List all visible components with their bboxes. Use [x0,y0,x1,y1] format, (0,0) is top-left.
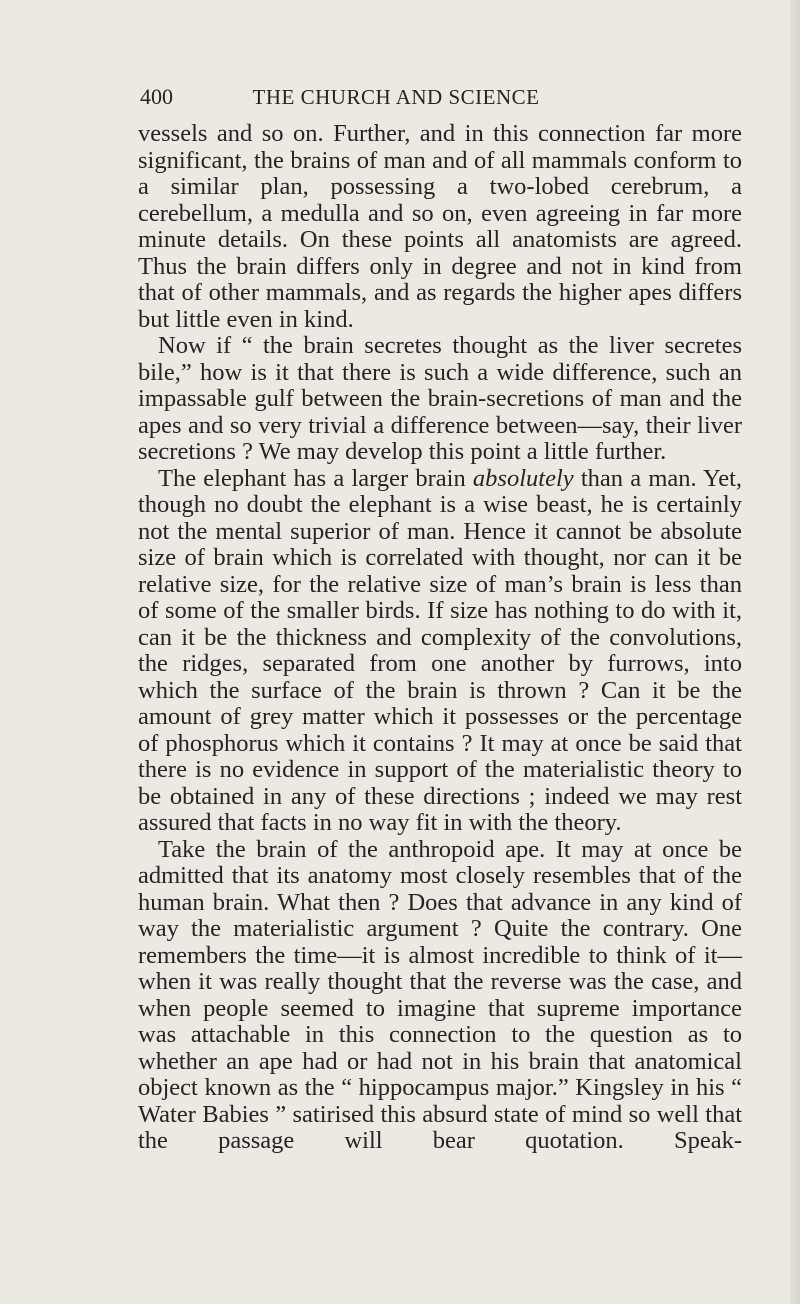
page-number: 400 [140,84,173,109]
paragraph-1: vessels and so on. Further, and in this connection far more significant, the brains of man and of all mammals conform to a similar plan, possessing a two-lobed cerebrum, a cerebellum, a medulla and so on, even agreeing in far more minute details. On these points all anatomists are agreed. Thus the brain differs only in degree and not in kind from that of other mammals, and as regards the higher apes differs but little even in kind. [138,120,742,333]
paragraph-3-part-1: The elephant has a larger brain [158,464,466,492]
page-edge [790,0,800,1304]
emphasis-absolutely: absolutely [472,464,574,492]
running-title: THE CHURCH AND SCIENCE [252,85,540,109]
paragraph-4: Take the brain of the anthropoid ape. It may at once be admitted that its anatomy most closely resembles that of the human brain. What then ? Does that advance in any kind of way the materialistic argument ? Quite the contrary. One remembers the time—it is almost incredible to think of it—when it was really thought that the reverse was the case, and when people seemed to imagine that supreme importance was attachable in this connection to the question as to whether an ape had or had not in his brain that anatomical object known as the “ hippocampus major.” Kingsley in his “ Water Babies ” satirised this absurd state of mind so well that the passage will bear quotation. Speak- [138,835,742,1154]
paragraph-3-part-2: than a man. Yet, though no doubt the elephant is a wise beast, he is certainly not the mental superior of man. Hence it cannot be absolute size of brain which is correlated with thought, nor can it be relative size, for the relative size of man’s brain is less than of some of the smaller birds. If size has nothing to do with it, can it be the thickness and complexity of the convolutions, the ridges, separated from one another by furrows, into which the surface of the brain is thrown ? Can it be the amount of grey matter which it possesses or the percentage of phosphorus which it contains ? It may at once be said that there is no evidence in support of the materialistic theory to be obtained in any of these directions ; indeed we may rest assured that facts in no way fit in with the theory. [138,464,743,836]
running-head [140,82,592,112]
text-body [138,121,742,1155]
paragraph-2: Now if “ the brain secretes thought as the liver secretes bile,” how is it that there is such a wide difference, such an impassable gulf between the brain-secretions of man and the apes and so very trivial a difference between—say, their liver secretions ? We may develop this point a little further. [138,332,742,465]
paragraph-3 [138,466,742,837]
